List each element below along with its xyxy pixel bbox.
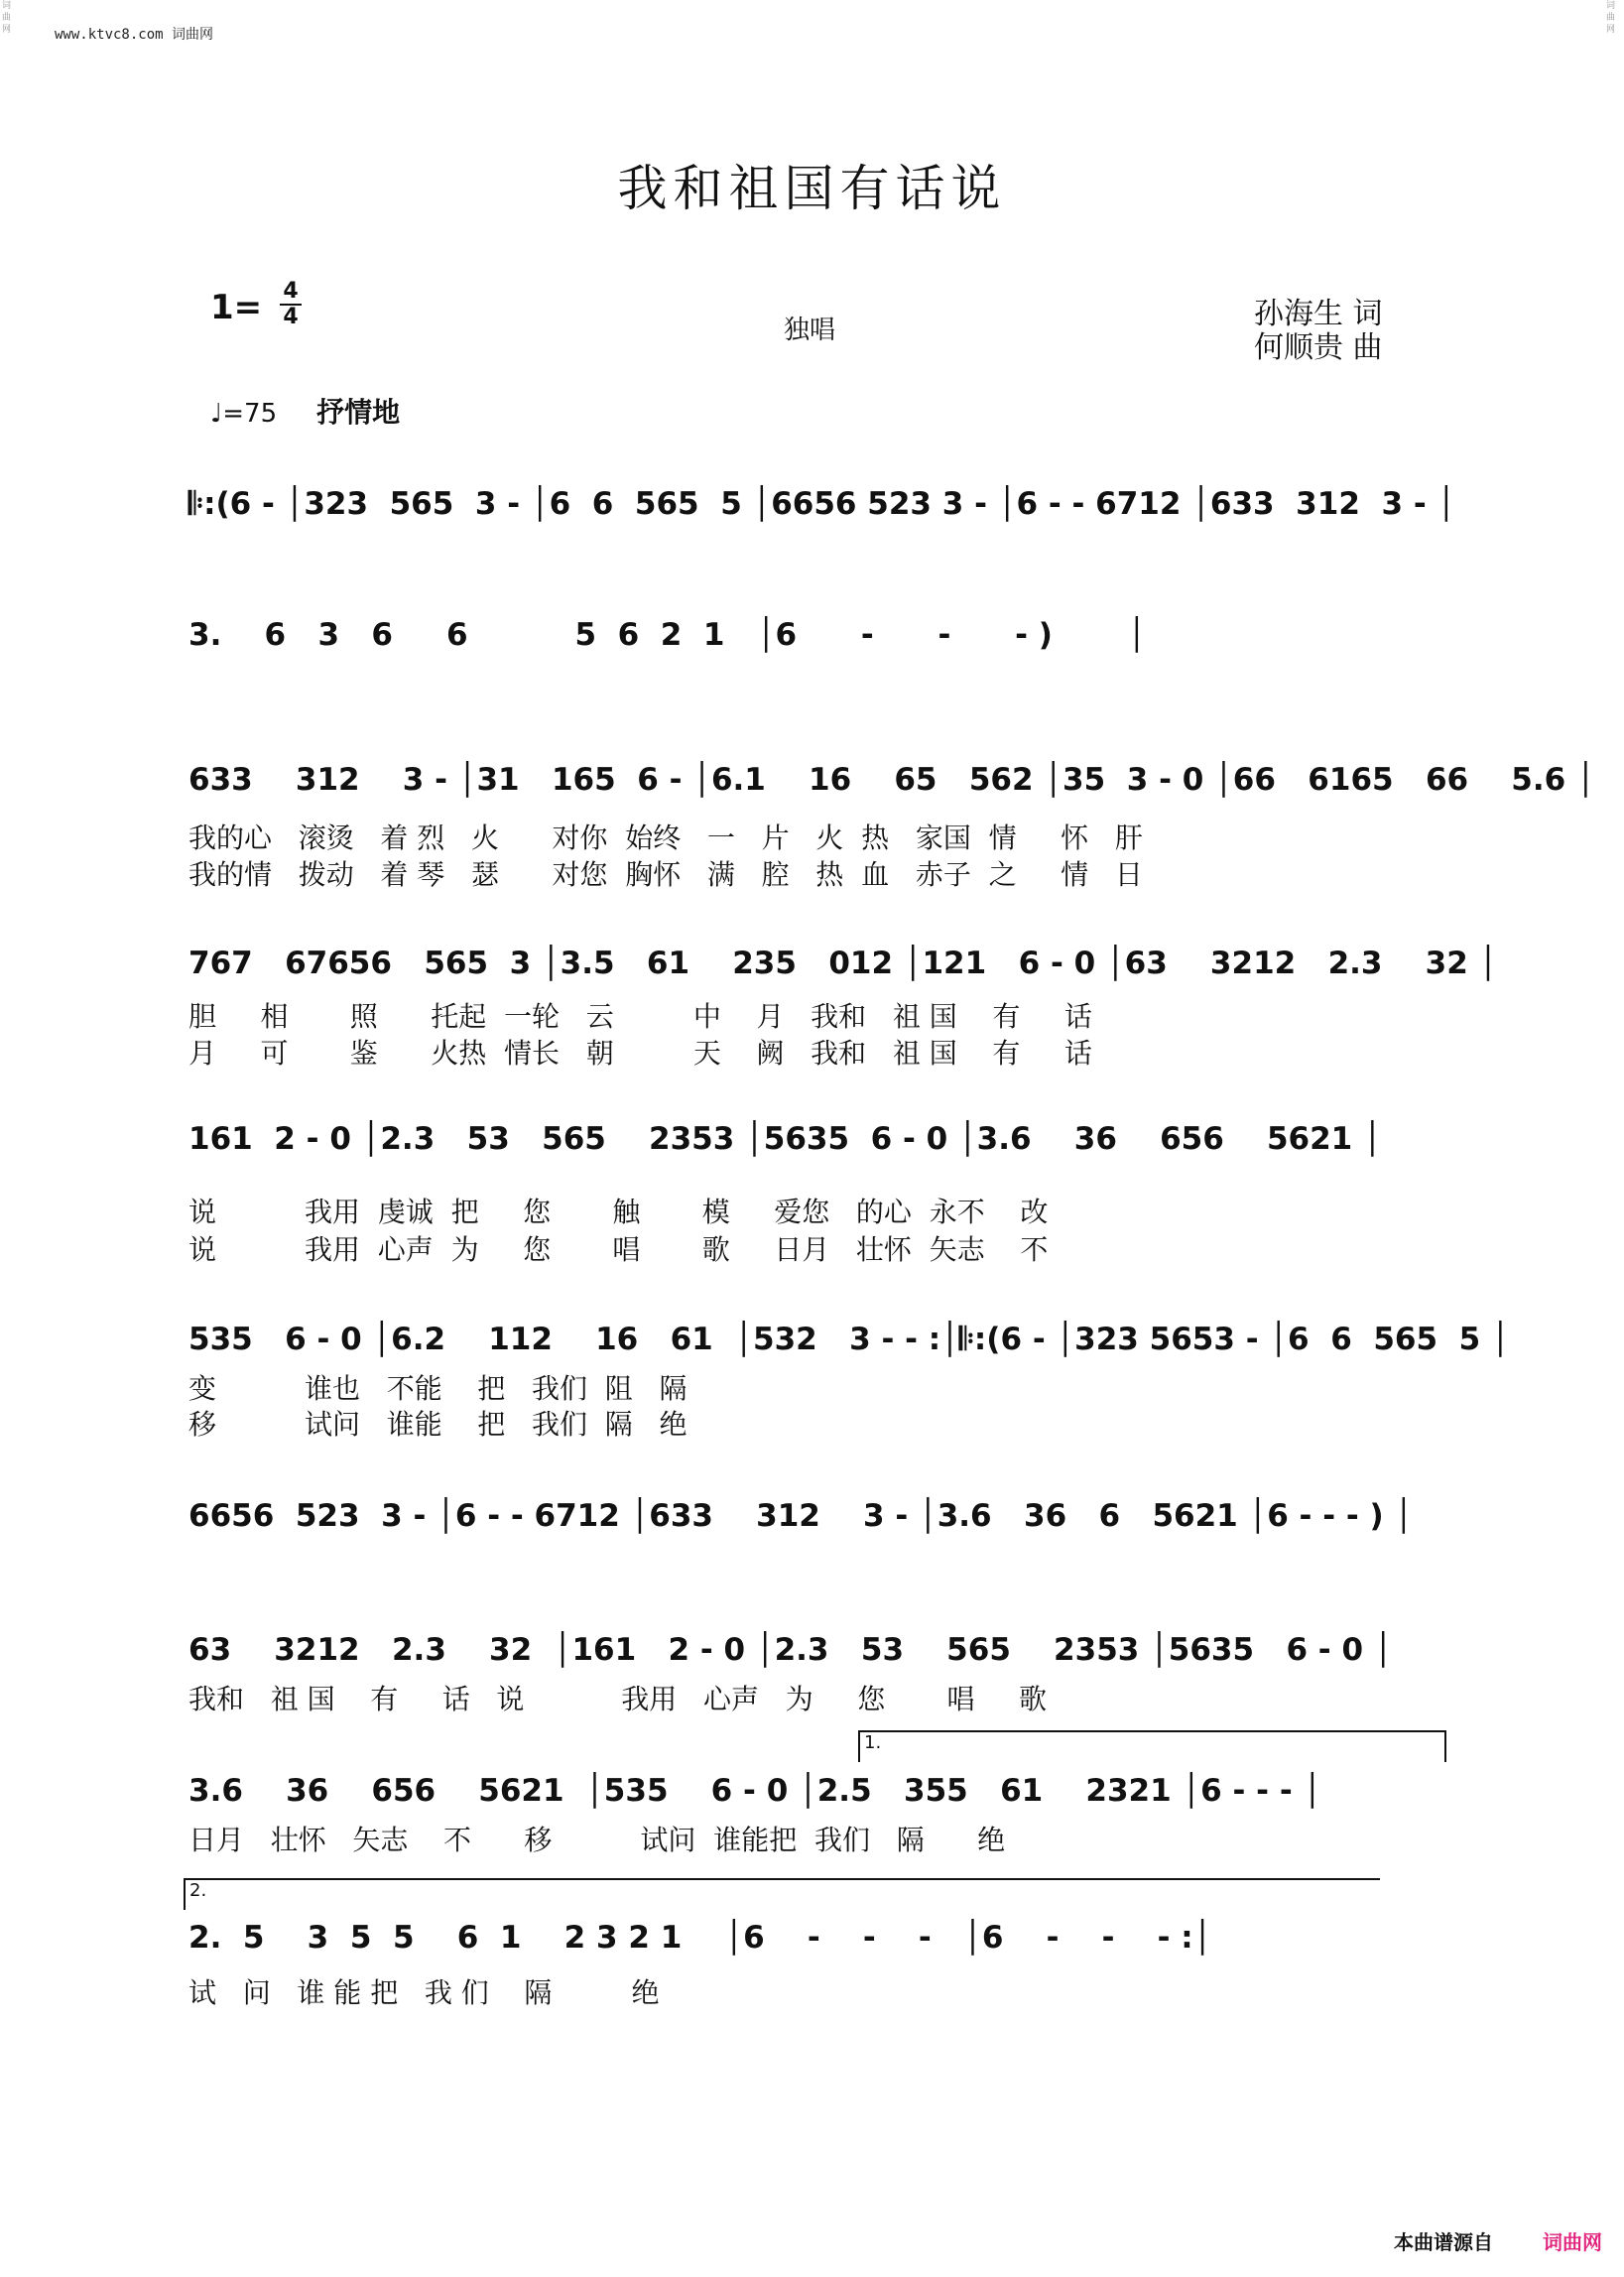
tempo: ♩=75 [210, 399, 278, 429]
composer: 何顺贵 曲 [1254, 330, 1383, 365]
right-watermark [1606, 0, 1622, 2277]
score-line-1: 𝄆:(6 - │323 565 3 - │6 6 565 5 │6656 523 3 - │6 - - 6712 │633 312 3 - │ [188, 486, 1456, 522]
score-line-3: 633 312 3 - │31 165 6 - │6.1 16 65 562 │35 3 - 0 │66 6165 66 5.6 │ [188, 762, 1595, 798]
score-line-9: 3.6 36 656 5621 │535 6 - 0 │2.5 355 61 2321 │6 - - - │ [188, 1773, 1322, 1809]
lyrics-line-6-verse-2: 移 试问 谁能 把 我们 隔 绝 [188, 1408, 687, 1441]
lyricist: 孙海生 词 [1254, 297, 1383, 331]
lyrics-line-6-verse-1: 变 谁也 不能 把 我们 阻 隔 [188, 1372, 687, 1405]
score-line-6: 535 6 - 0 │6.2 112 16 61 │532 3 - - :│𝄆:(6 - │323 5653 - │6 6 565 5 │ [188, 1322, 1510, 1357]
lyrics-line-10: 试 问 谁 能 把 我 们 隔 绝 [188, 1976, 660, 2009]
expression: 抒情地 [316, 396, 401, 429]
lyrics-line-4-verse-1: 胆 相 照 托起 一轮 云 中 月 我和 祖 国 有 话 [188, 1000, 1092, 1033]
lyrics-line-8: 我和 祖 国 有 话 说 我用 心声 为 您 唱 歌 [188, 1683, 1048, 1715]
performance-type: 独唱 [784, 316, 836, 345]
time-signature [280, 280, 302, 329]
score-line-8: 63 3212 2.3 32 │161 2 - 0 │2.3 53 565 2353 │5635 6 - 0 │ [188, 1632, 1393, 1668]
lyrics-line-5-verse-1: 说 我用 虔诚 把 您 触 模 爱您 的心 永不 改 [188, 1196, 1049, 1228]
tempo-marking [210, 391, 400, 431]
lyrics-line-3-verse-1: 我的心 滚烫 着 烈 火 对你 始终 一 片 火 热 家国 情 怀 肝 [188, 822, 1143, 854]
credits [1254, 298, 1383, 365]
footer-site-link[interactable]: 词曲网 [1543, 2230, 1602, 2254]
score-line-5: 161 2 - 0 │2.3 53 565 2353 │5635 6 - 0 │3.6 36 656 5621 │ [188, 1121, 1382, 1157]
time-signature-bottom: 4 [283, 305, 299, 329]
score-line-2: 3. 6 3 6 6 5 6 2 1 │6 - - - ) │ [188, 617, 1147, 653]
right-watermark-text: 词曲网 [1606, 1, 1616, 35]
volta-1: 1. [858, 1730, 1446, 1762]
volta-2: 2. [184, 1878, 1380, 1910]
lyrics-line-9: 日月 壮怀 矢志 不 移 试问 谁能把 我们 隔 绝 [188, 1824, 1006, 1856]
lyrics-line-5-verse-2: 说 我用 心声 为 您 唱 歌 日月 壮怀 矢志 不 [188, 1233, 1049, 1266]
page-title: 我和祖国有话说 [617, 160, 1007, 217]
footer-source: 本曲谱源自 [1394, 2230, 1493, 2254]
score-line-10: 2. 5 3 5 5 6 1 2 3 2 1 │6 - - - │6 - - - :│ [188, 1920, 1212, 1956]
lyrics-line-3-verse-2: 我的情 拨动 着 琴 瑟 对您 胸怀 满 腔 热 血 赤子 之 情 日 [188, 858, 1143, 891]
left-watermark [2, 0, 18, 2277]
lyrics-line-4-verse-2: 月 可 鉴 火热 情长 朝 天 阙 我和 祖 国 有 话 [188, 1037, 1092, 1070]
score-line-7: 6656 523 3 - │6 - - 6712 │633 312 3 - │3.6 36 6 5621 │6 - - - ) │ [188, 1498, 1414, 1534]
site-header[interactable]: www.ktvc8.com 词曲网 [55, 27, 214, 43]
score-line-4: 767 67656 565 3 │3.5 61 235 012 │121 6 - 0 │63 3212 2.3 32 │ [188, 946, 1498, 981]
left-watermark-text: 词曲网 [2, 1, 12, 35]
key-signature: 1= [210, 288, 263, 327]
time-signature-top: 4 [280, 280, 302, 306]
